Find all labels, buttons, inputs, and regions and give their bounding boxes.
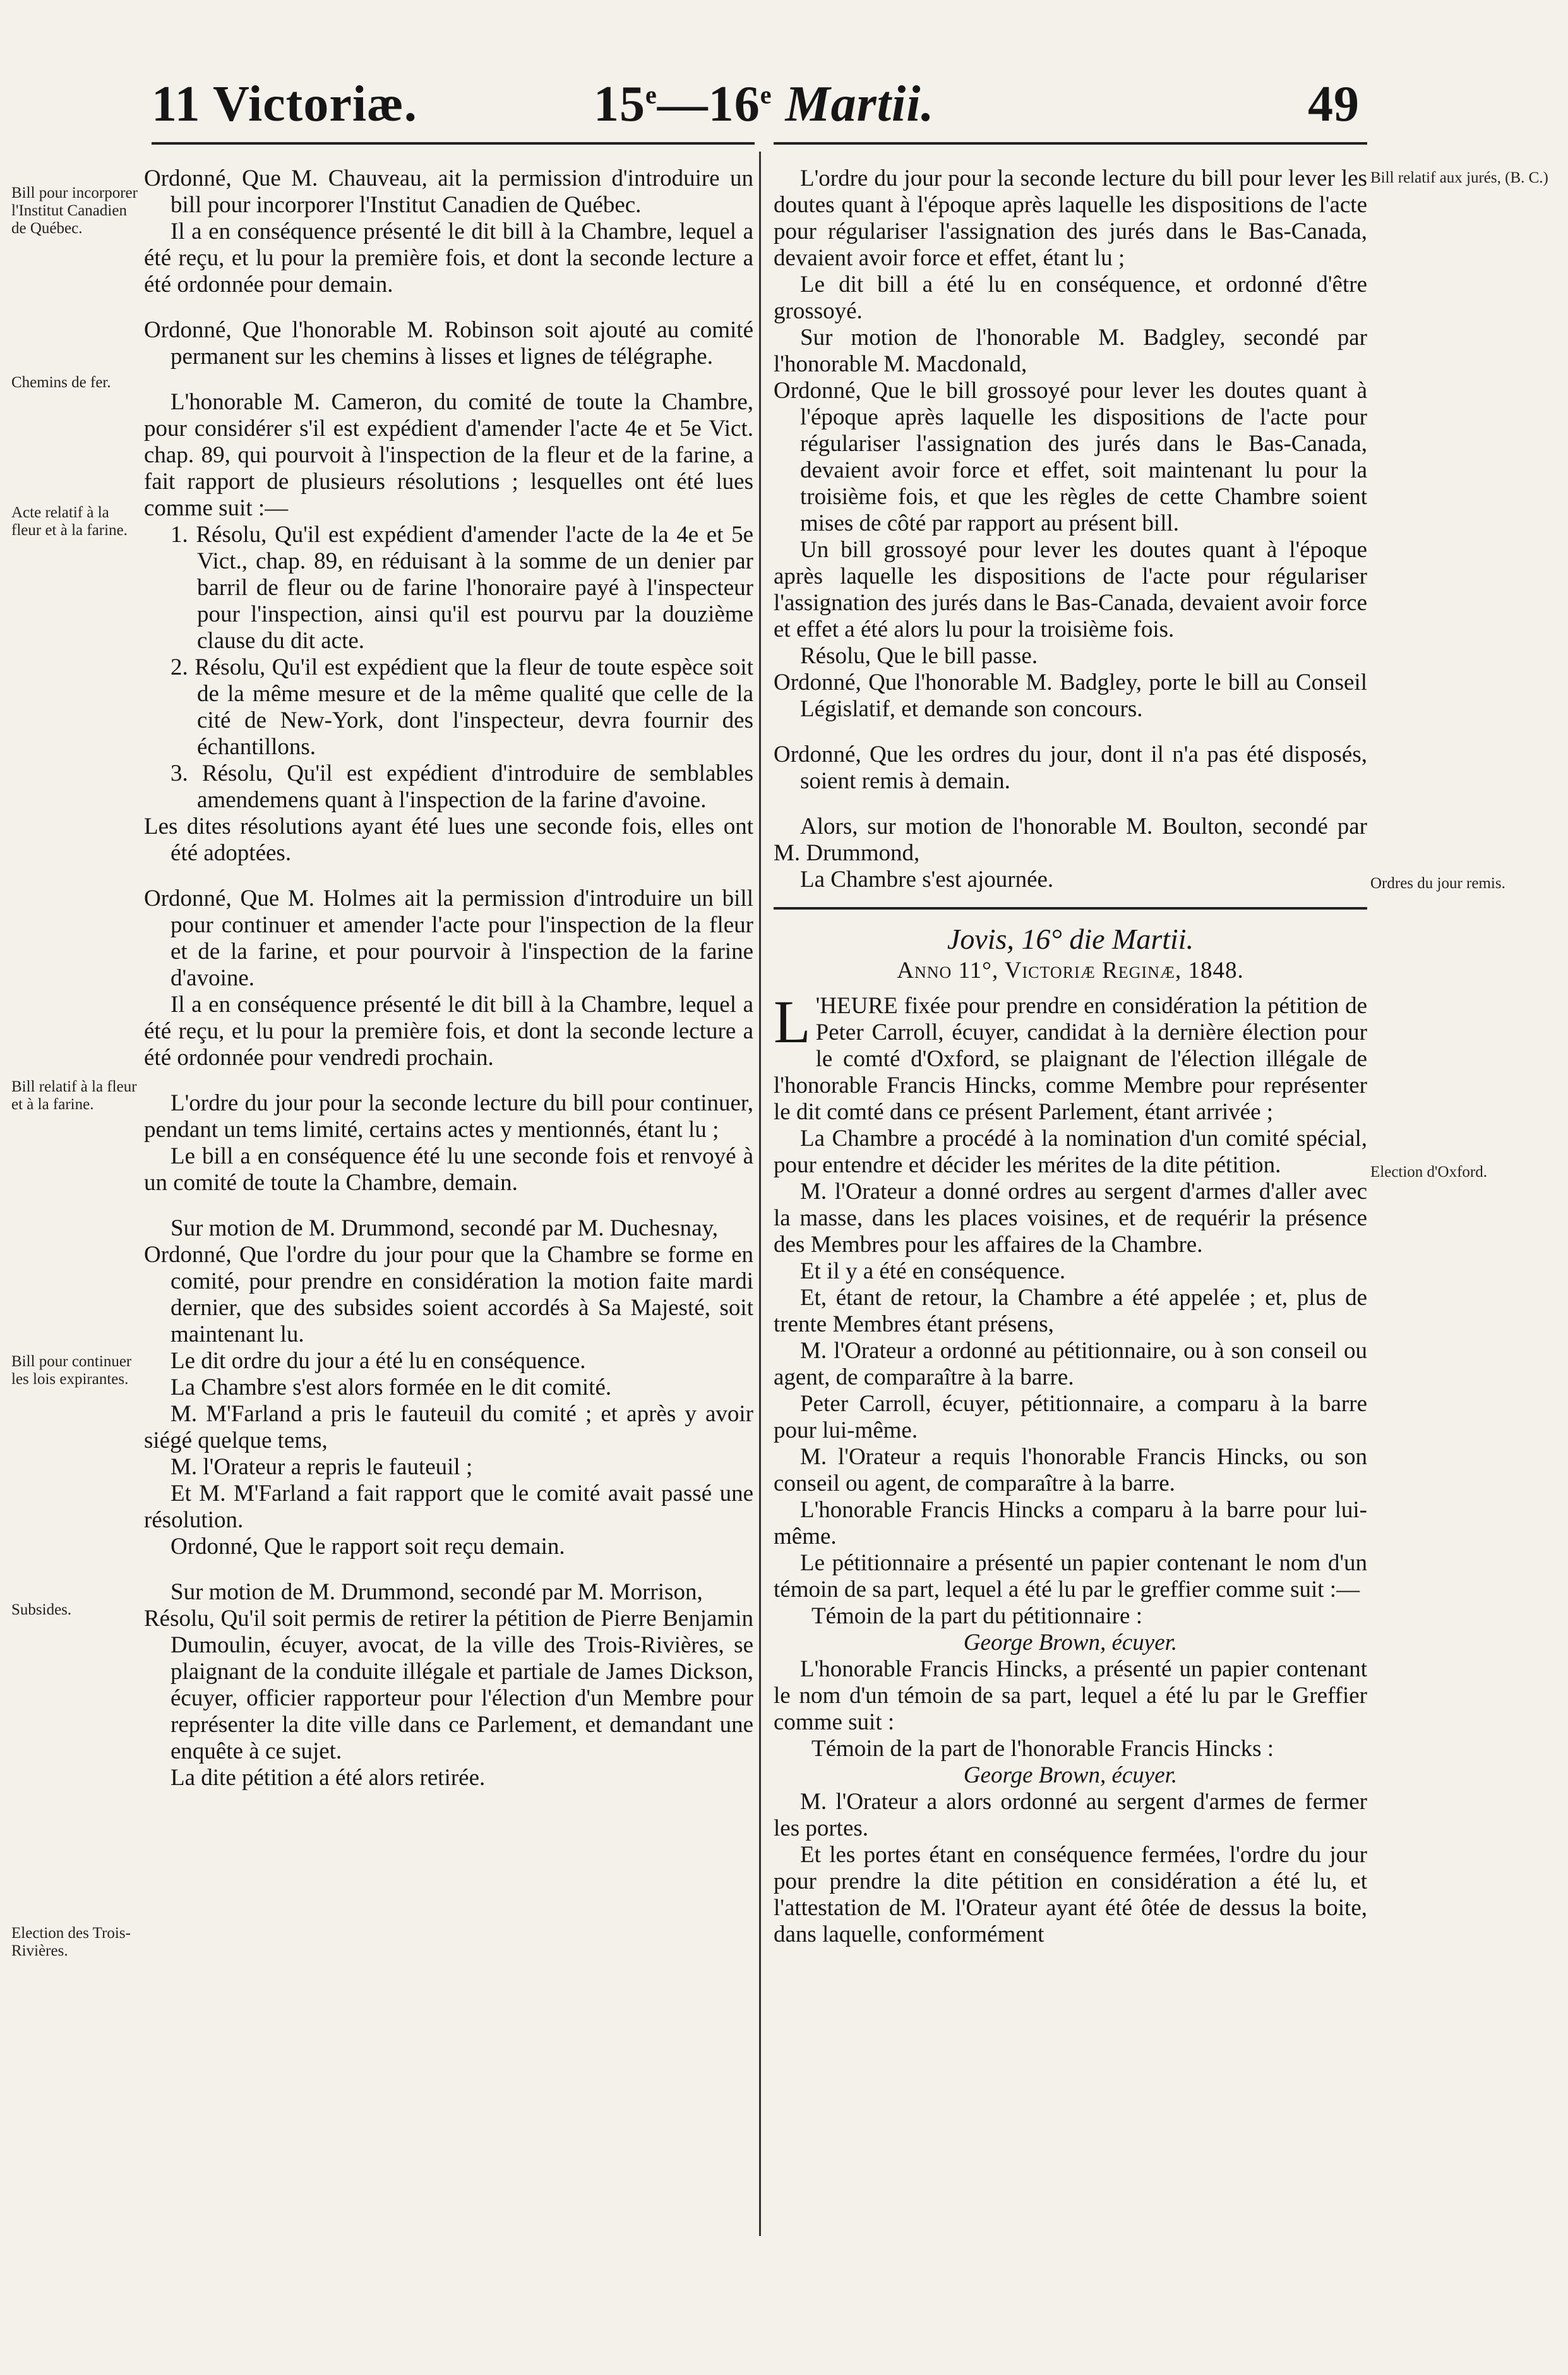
paragraph: L'honorable Francis Hincks, a présenté un papier contenant le nom d'un témoin de sa part, lequel a été lu par le Greffier comme suit : [774, 1656, 1367, 1735]
paragraph: L'ordre du jour pour la seconde lecture du bill pour continuer, pendant un tems limité, certains actes y mentionnés, étant lu ; [144, 1090, 753, 1143]
paragraph: Le bill a en conséquence été lu une seconde fois et renvoyé à un comité de toute la Chambre, demain. [144, 1143, 753, 1196]
paragraph: Et, étant de retour, la Chambre a été appelée ; et, plus de trente Membres étant présens, [774, 1285, 1367, 1337]
paragraph: M. l'Orateur a requis l'honorable Francis Hincks, ou son conseil ou agent, de comparaître à la barre. [774, 1444, 1367, 1496]
day-heading: Jovis, 16° die Martii. [947, 923, 1194, 955]
paragraph: Ordonné, Que l'honorable M. Badgley, porte le bill au Conseil Législatif, et demande son concours. [774, 670, 1367, 722]
margin-note-oxford: Election d'Oxford. [1370, 1163, 1488, 1181]
paragraph: Témoin de la part du pétitionnaire : [811, 1603, 1142, 1629]
margin-note-lois-expirantes: Bill pour continuer les lois expirantes. [11, 1353, 132, 1388]
paragraph: Résolu, Que le bill passe. [800, 643, 1038, 669]
section-separator [774, 907, 1367, 910]
paragraph: Ordonné, Que l'honorable M. Robinson soit ajouté au comité permanent sur les chemins à lisses et lignes de télégraphe. [144, 317, 753, 370]
paragraph: Ordonné, Que le bill grossoyé pour lever les doutes quant à l'époque après laquelle les dispositions de l'acte pour régulariser l'assignation des jurés dans le Bas-Canada, devaient avoir force et effet, soit maintenant lu pour la troisième fois, et que les règles de cette Chambre soient mises de côté par rapport au présent bill. [774, 378, 1367, 536]
paragraph: M. l'Orateur a ordonné au pétitionnaire, ou à son conseil ou agent, de comparaître à la barre. [774, 1338, 1367, 1390]
margin-note-bill-fleur: Bill relatif à la fleur et à la farine. [11, 1078, 137, 1113]
margin-note-chemins: Chemins de fer. [11, 374, 111, 391]
paragraph: M. l'Orateur a repris le fauteuil ; [171, 1454, 473, 1480]
paragraph: Ordonné, Que M. Holmes ait la permission d'introduire un bill pour continuer et amender l'acte pour l'inspection de la fleur et de la farine, et pour pourvoir à l'inspection de la farine d'avoine. [144, 886, 753, 991]
paragraph: Peter Carroll, écuyer, pétitionnaire, a comparu à la barre pour lui-même. [774, 1391, 1367, 1443]
paragraph: Et il y a été en conséquence. [800, 1258, 1066, 1284]
right-column [774, 165, 1367, 1948]
paragraph: Le dit ordre du jour a été lu en conséquence. [171, 1348, 586, 1374]
paragraph: La Chambre s'est ajournée. [800, 867, 1054, 893]
witness-name: George Brown, écuyer. [963, 1630, 1178, 1656]
paragraph: L'honorable M. Cameron, du comité de toute la Chambre, pour considérer s'il est expédient d'amender l'acte 4e et 5e Vict. chap. 89, qui pourvoit à l'inspection de la fleur et de la farine, a fait rapport de plusieurs résolutions ; lesquelles ont été lues comme suit :— [144, 389, 753, 521]
paragraph-opening: L 'HEURE fixée pour prendre en considération la pétition de Peter Carroll, écuyer, candidat à la dernière élection pour le comté d'Oxford, se plaignant de l'élection illégale de l'honorable Francis Hincks, comme Membre pour représenter le dit comté dans ce présent Parlement, étant arrivée ; [774, 988, 1367, 1125]
paragraph: L'honorable Francis Hincks a comparu à la barre pour lui-même. [774, 1497, 1367, 1549]
paragraph: Sur motion de M. Drummond, secondé par M. Morrison, [171, 1579, 703, 1605]
header-rule-left [152, 142, 755, 145]
margin-note-ordres: Ordres du jour remis. [1370, 875, 1505, 892]
paragraph: Il a en conséquence présenté le dit bill à la Chambre, lequel a été reçu, et lu pour la première fois, et dont la seconde lecture a été ordonnée pour vendredi prochain. [144, 992, 753, 1071]
paragraph: Un bill grossoyé pour lever les doutes quant à l'époque après laquelle les dispositions de l'acte pour régulariser l'assignation des jurés dans le Bas-Canada, devaient avoir force et effet a été alors lu pour la troisième fois. [774, 537, 1367, 642]
margin-note-jures: Bill relatif aux jurés, (B. C.) [1370, 169, 1548, 186]
paragraph: Résolu, Qu'il soit permis de retirer la pétition de Pierre Benjamin Dumoulin, écuyer, avocat, de la ville des Trois-Rivières, se plaignant de la conduite illégale et partiale de James Dickson, écuyer, officier rapporteur pour l'élection d'un Membre pour représenter la dite ville dans ce Parlement, et demandant une enquête à ce sujet. [144, 1606, 753, 1764]
running-head-left: 11 Victoriæ. [152, 76, 417, 132]
running-head-date: 15e—16e Martii. [594, 76, 935, 132]
paragraph: L'ordre du jour pour la seconde lecture du bill pour lever les doutes quant à l'époque après laquelle les dispositions de l'acte pour régulariser l'assignation des jurés dans le Bas-Canada, devaient avoir force et effet, étant lu ; [774, 165, 1367, 271]
paragraph: La Chambre s'est alors formée en le dit comité. [171, 1374, 612, 1400]
paragraph: Et les portes étant en conséquence fermées, l'ordre du jour pour prendre la dite pétition en considération a été lu, et l'attestation de M. l'Orateur ayant été ôtée de dessus la boite, dans laquelle, conformément [774, 1842, 1367, 1947]
paragraph: Il a en conséquence présenté le dit bill à la Chambre, lequel a été reçu, et lu pour la première fois, et dont la seconde lecture a été ordonnée pour demain. [144, 219, 753, 298]
witness-name: George Brown, écuyer. [963, 1762, 1178, 1788]
paragraph: Ordonné, Que M. Chauveau, ait la permission d'introduire un bill pour incorporer l'Institut Canadien de Québec. [144, 165, 753, 218]
regnal-year: Anno 11°, Victoriæ Reginæ, 1848. [897, 958, 1244, 983]
paragraph: Sur motion de l'honorable M. Badgley, secondé par l'honorable M. Macdonald, [774, 325, 1367, 377]
paragraph: Et M. M'Farland a fait rapport que le comité avait passé une résolution. [144, 1481, 753, 1533]
drop-cap: L [774, 988, 811, 1055]
left-column [144, 165, 753, 1791]
paragraph: Ordonné, Que le rapport soit reçu demain. [171, 1534, 565, 1560]
paragraph: Les dites résolutions ayant été lues une seconde fois, elles ont été adoptées. [144, 814, 753, 866]
margin-note-institut: Bill pour incorporer l'Institut Canadien de Québec. [11, 184, 138, 237]
margin-note-trois-rivieres: Election des Trois-Rivières. [11, 1925, 131, 1959]
resolution-3: 3. Résolu, Qu'il est expédient d'introduire de semblables amendemens quant à l'inspection de la farine d'avoine. [171, 761, 753, 813]
paragraph: M. l'Orateur a alors ordonné au sergent d'armes de fermer les portes. [774, 1789, 1367, 1841]
header-rule-right [774, 142, 1367, 145]
paragraph: Sur motion de M. Drummond, secondé par M. Duchesnay, [171, 1215, 718, 1241]
page-number: 49 [1308, 76, 1360, 132]
column-rule [759, 152, 761, 2236]
paragraph: La Chambre a procédé à la nomination d'un comité spécial, pour entendre et décider les mérites de la dite pétition. [774, 1126, 1367, 1178]
paragraph: La dite pétition a été alors retirée. [171, 1765, 486, 1791]
resolution-2: 2. Résolu, Qu'il est expédient que la fleur de toute espèce soit de la même mesure et de la même qualité que celle de la cité de New-York, dont l'inspecteur, devra fournir des échantillons. [171, 654, 753, 760]
margin-note-subsides: Subsides. [11, 1601, 72, 1618]
paragraph: Ordonné, Que les ordres du jour, dont il n'a pas été disposés, soient remis à demain. [774, 742, 1367, 794]
paragraph: Ordonné, Que l'ordre du jour pour que la Chambre se forme en comité, pour prendre en considération la motion faite mardi dernier, que des subsides soient accordés à Sa Majesté, soit maintenant lu. [144, 1242, 753, 1347]
paragraph: M. l'Orateur a donné ordres au sergent d'armes d'aller avec la masse, dans les places voisines, et de requérir la présence des Membres pour les affaires de la Chambre. [774, 1179, 1367, 1258]
paragraph: Le pétitionnaire a présenté un papier contenant le nom d'un témoin de sa part, lequel a été lu par le greffier comme suit :— [774, 1550, 1367, 1602]
paragraph: Témoin de la part de l'honorable Francis Hincks : [811, 1736, 1274, 1762]
paragraph: Le dit bill a été lu en conséquence, et ordonné d'être grossoyé. [774, 272, 1367, 324]
margin-note-acte-fleur: Acte relatif à la fleur et à la farine. [11, 504, 128, 539]
paragraph: Alors, sur motion de l'honorable M. Boulton, secondé par M. Drummond, [774, 814, 1367, 866]
paragraph: M. M'Farland a pris le fauteuil du comité ; et après y avoir siégé quelque tems, [144, 1401, 753, 1453]
resolution-1: 1. Résolu, Qu'il est expédient d'amender l'acte de la 4e et 5e Vict., chap. 89, en réduisant à la somme de un denier par barril de fleur ou de farine l'honoraire payé à l'inspecteur pour l'inspection, ainsi qu'il est pourvu par la douzième clause du dit acte. [171, 522, 753, 654]
